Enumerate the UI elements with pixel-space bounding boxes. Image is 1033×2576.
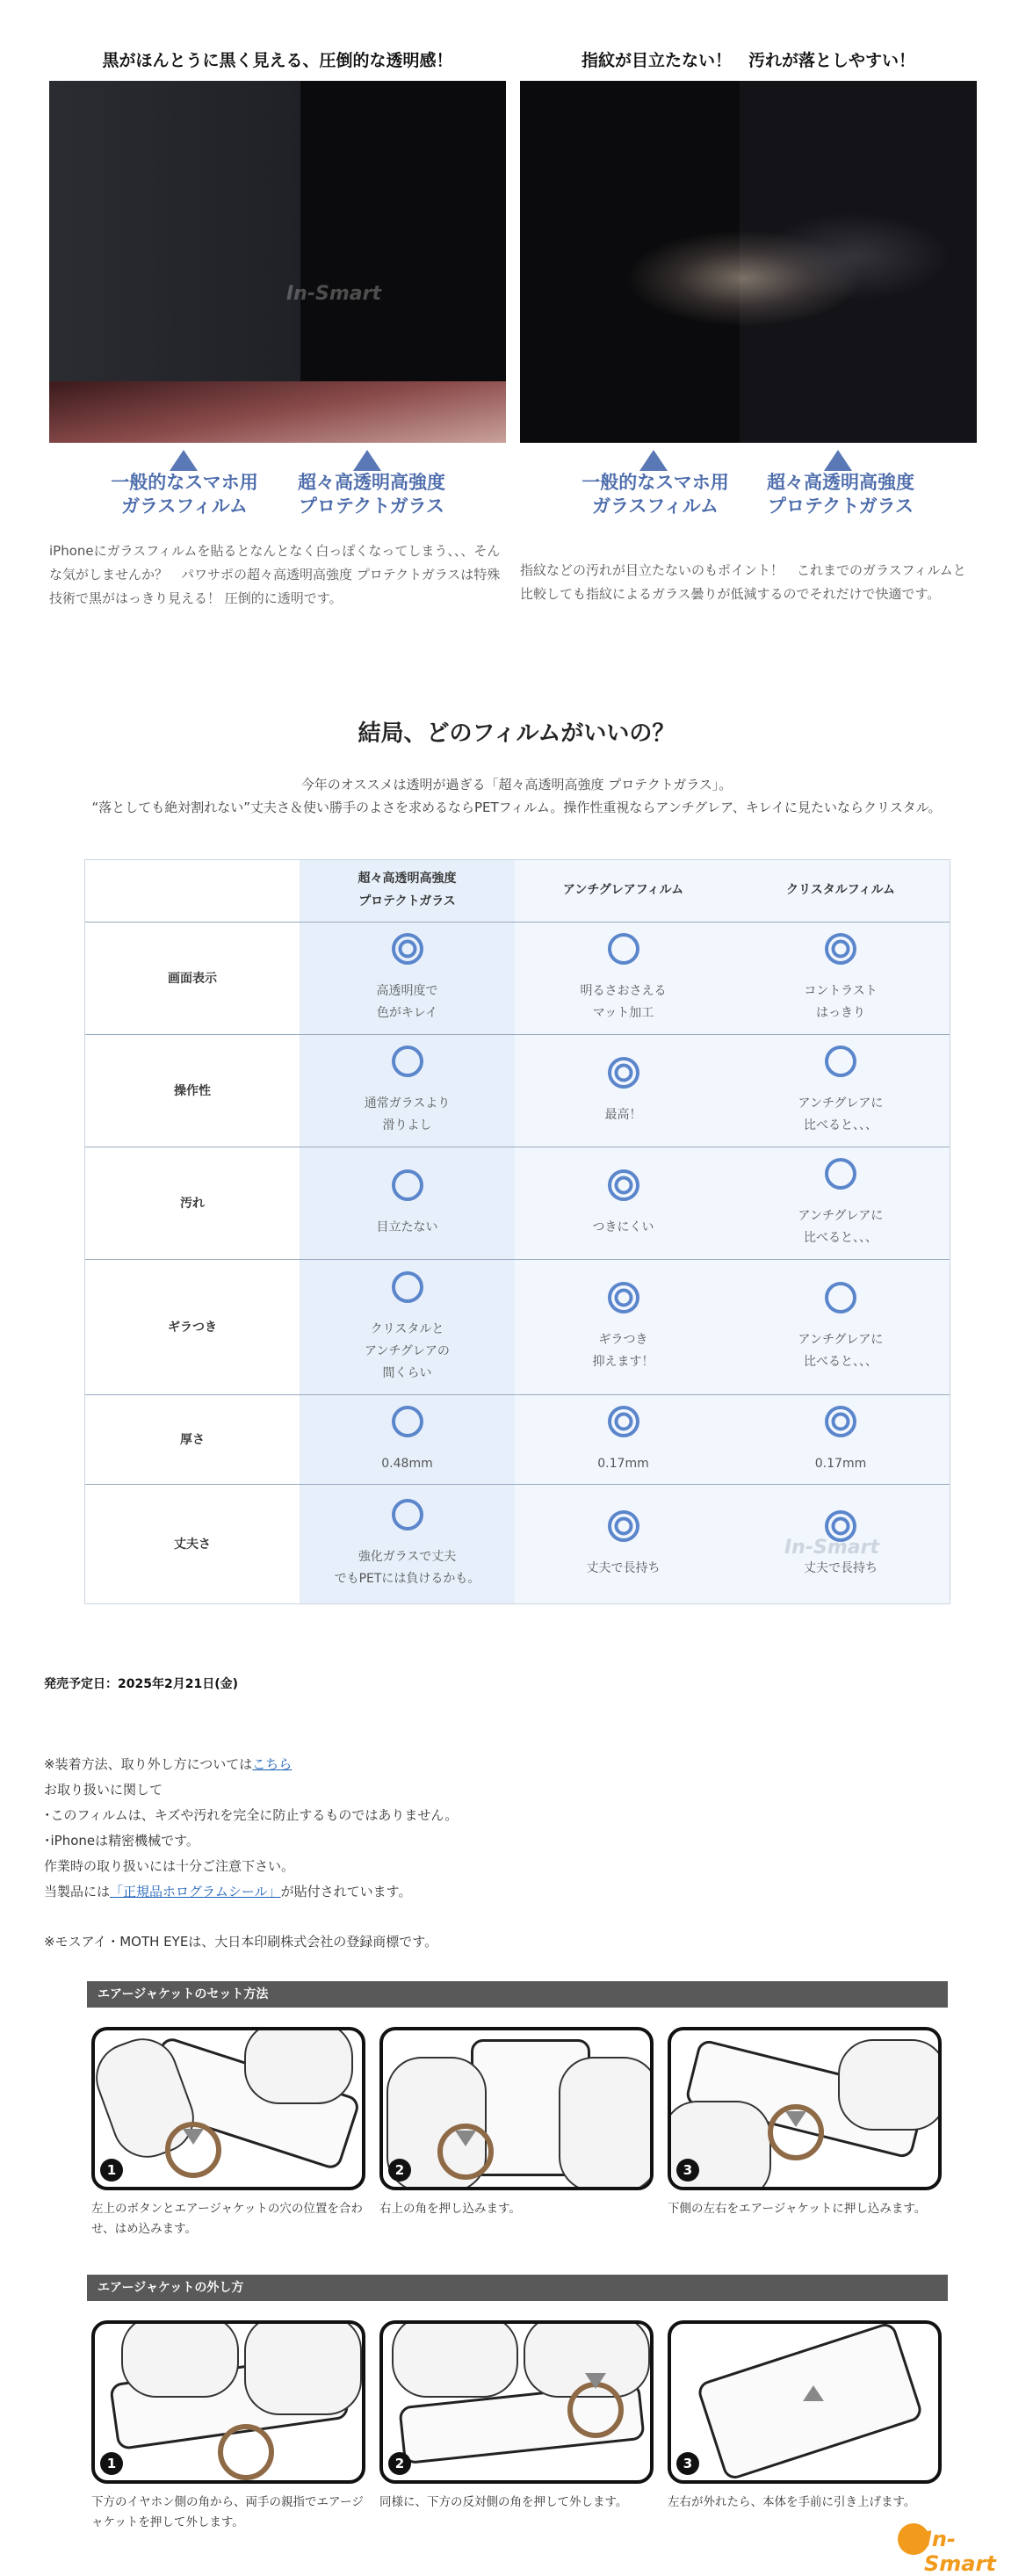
step-number: 2	[388, 2452, 411, 2475]
table-row-label: 汚れ	[180, 1197, 205, 1211]
step-number: 1	[100, 2159, 123, 2182]
arrow-up-icon	[170, 450, 198, 471]
table-cell-note: 最高！	[604, 1107, 642, 1122]
trademark-note: ※モスアイ・MOTH EYEは、大日本印刷株式会社の登録商標です。	[44, 1934, 438, 1950]
lift-arrow-icon	[803, 2385, 824, 2401]
remove-step-3-illustration	[668, 2320, 942, 2484]
circle-icon	[823, 1156, 858, 1191]
table-cell-note: アンチグレアに 比べると、、、	[798, 1209, 884, 1245]
install-guide-link[interactable]: こちら	[252, 1756, 293, 1772]
arrow-up-icon	[639, 450, 668, 471]
step-number: 2	[388, 2159, 411, 2182]
arrow-up-icon	[353, 450, 381, 471]
table-row-label: ギラつき	[168, 1321, 217, 1335]
step-number: 3	[676, 2452, 699, 2475]
remove-step-2-illustration	[379, 2320, 654, 2484]
table-cell-note: クリスタルと アンチグレアの 間くらい	[365, 1321, 450, 1380]
double-circle-icon	[823, 1509, 858, 1544]
setup-step-1-text: 左上のボタンとエアージャケットの穴の位置を合わせ、はめ込みます。	[91, 2202, 363, 2236]
circle-icon	[390, 1497, 425, 1532]
table-cell-note: 0.48mm	[381, 1456, 433, 1471]
remove-heading-bar: エアージャケットの外し方	[87, 2275, 948, 2301]
setup-step-2-illustration	[379, 2027, 654, 2190]
handling-line-1: ･このフィルムは、キズや汚れを完全に防止するものではありません。	[44, 1807, 459, 1823]
circle-icon	[390, 1044, 425, 1079]
double-circle-icon	[606, 1509, 641, 1544]
table-cell-note: ギラつき 抑えます！	[592, 1333, 654, 1369]
circle-icon	[390, 1168, 425, 1203]
seal-note: 当製品には「正規品ホログラムシール」が貼付されています。	[44, 1884, 412, 1899]
table-cell-note: 0.17mm	[597, 1456, 649, 1471]
section-title: 結局、どのフィルムがいいの？	[358, 720, 675, 747]
step-number: 3	[676, 2159, 699, 2182]
comparison-table	[84, 859, 950, 1604]
double-circle-icon	[823, 931, 858, 966]
compare-left-title: 黒がほんとうに黒く見える、圧倒的な透明感！	[102, 51, 453, 70]
hologram-seal-link[interactable]: 「正規品ホログラムシール」	[110, 1884, 281, 1899]
caption-protect-glass: 超々高透明高強度 プロテクトガラス	[298, 472, 445, 517]
table-row-label: 丈夫さ	[174, 1538, 211, 1552]
compare-right-photo	[520, 81, 977, 443]
table-cell-note: 目立たない	[376, 1219, 438, 1234]
table-row-label: 厚さ	[180, 1433, 205, 1447]
step-number: 1	[100, 2452, 123, 2475]
compare-left-photo	[49, 81, 506, 443]
watermark: In-Smart	[784, 1537, 879, 1559]
remove-step-2-text: 同様に、下方の反対側の角を押して外します。	[379, 2495, 628, 2509]
circle-icon	[606, 931, 641, 966]
install-note: ※装着方法、取り外し方についてはこちら	[44, 1756, 293, 1772]
section-intro-line-2: “落としても絶対割れない”丈夫さ＆使い勝手のよさを求めるならPETフィルム。操作性重視ならアンチグレア、キレイに見たいならクリスタル。	[91, 800, 942, 815]
handling-line-3: 作業時の取り扱いには十分ご注意下さい。	[44, 1858, 295, 1874]
table-cell-note: アンチグレアに 比べると、、、	[798, 1333, 884, 1369]
arrow-up-icon	[824, 450, 852, 471]
remove-step-1-text: 下方のイヤホン側の角から、両手の親指でエアージャケットを押して外します。	[91, 2495, 364, 2529]
push-arrow-icon	[785, 2111, 806, 2127]
watermark: In-Smart	[286, 283, 381, 305]
table-cell-note: つきにくい	[592, 1219, 654, 1234]
setup-step-3-text: 下側の左右をエアージャケットに押し込みます。	[668, 2202, 927, 2216]
setup-step-1-illustration	[91, 2027, 365, 2190]
remove-step-3-text: 左右が外れたら、本体を手前に引き上げます。	[668, 2495, 916, 2509]
caption-protect-glass: 超々高透明高強度 プロテクトガラス	[767, 472, 914, 517]
table-cell-note: 強化ガラスで丈夫 でもPETには負けるかも。	[334, 1550, 480, 1586]
table-cell-note: 丈夫で長持ち	[804, 1560, 878, 1575]
table-cell-note: 丈夫で長持ち	[586, 1560, 661, 1575]
push-arrow-icon	[585, 2373, 606, 2389]
circle-icon	[823, 1044, 858, 1079]
remove-step-1-illustration	[91, 2320, 365, 2484]
table-row-label: 画面表示	[168, 972, 217, 986]
compare-right-description: 指紋などの汚れが目立たないのもポイント！ これまでのガラスフィルムと比較しても指紋によるガラス曇りが低減するのでそれだけで快適です。	[520, 562, 966, 602]
table-header-protect-glass: 超々高透明高強度 プロテクトガラス	[358, 872, 457, 908]
handling-line-2: ･iPhoneは精密機械です。	[44, 1833, 199, 1849]
setup-step-3-illustration	[668, 2027, 942, 2190]
double-circle-icon	[606, 1168, 641, 1203]
caption-normal-glass: 一般的なスマホ用 ガラスフィルム	[582, 472, 729, 517]
release-date: 発売予定日：2025年2月21日(金)	[44, 1677, 238, 1691]
double-circle-icon	[606, 1280, 641, 1315]
setup-heading-bar: エアージャケットのセット方法	[87, 1981, 948, 2008]
table-cell-note: 高透明度で 色がキレイ	[376, 984, 438, 1020]
handling-heading: お取り扱いに関して	[44, 1782, 163, 1798]
circle-icon	[390, 1270, 425, 1305]
circle-icon	[823, 1280, 858, 1315]
section-intro-line-1: 今年のオススメは透明が過ぎる「超々高透明高強度 プロテクトガラス」。	[300, 777, 733, 792]
setup-step-2-text: 右上の角を押し込みます。	[379, 2202, 521, 2216]
circle-icon	[390, 1404, 425, 1439]
table-row-label: 操作性	[174, 1084, 211, 1098]
compare-right-title: 指紋が目立たない！ 汚れが落としやすい！	[581, 51, 915, 70]
double-circle-icon	[390, 931, 425, 966]
table-header-crystal: クリスタルフィルム	[785, 883, 896, 897]
push-arrow-icon	[183, 2129, 204, 2145]
compare-left-description: iPhoneにガラスフィルムを貼るとなんとなく白っぽくなってしまう、、、そんな気がしませんか？ パワサポの超々高透明高強度 プロテクトガラスは特殊技術で黒がはっきり見える！ 圧倒的に透明です。	[49, 543, 501, 606]
table-cell-note: コントラスト はっきり	[804, 984, 878, 1020]
table-cell-note: アンチグレアに 比べると、、、	[798, 1096, 884, 1132]
double-circle-icon	[606, 1055, 641, 1090]
brand-logo: In-Smart	[898, 2518, 1021, 2558]
table-cell-note: 通常ガラスより 滑りよし	[364, 1096, 451, 1132]
table-cell-note: 明るさおさえる マット加工	[580, 984, 667, 1020]
table-header-anti-glare: アンチグレアフィルム	[562, 883, 684, 897]
double-circle-icon	[606, 1404, 641, 1439]
caption-normal-glass: 一般的なスマホ用 ガラスフィルム	[111, 472, 258, 517]
push-arrow-icon	[455, 2131, 476, 2146]
table-cell-note: 0.17mm	[814, 1456, 867, 1471]
double-circle-icon	[823, 1404, 858, 1439]
